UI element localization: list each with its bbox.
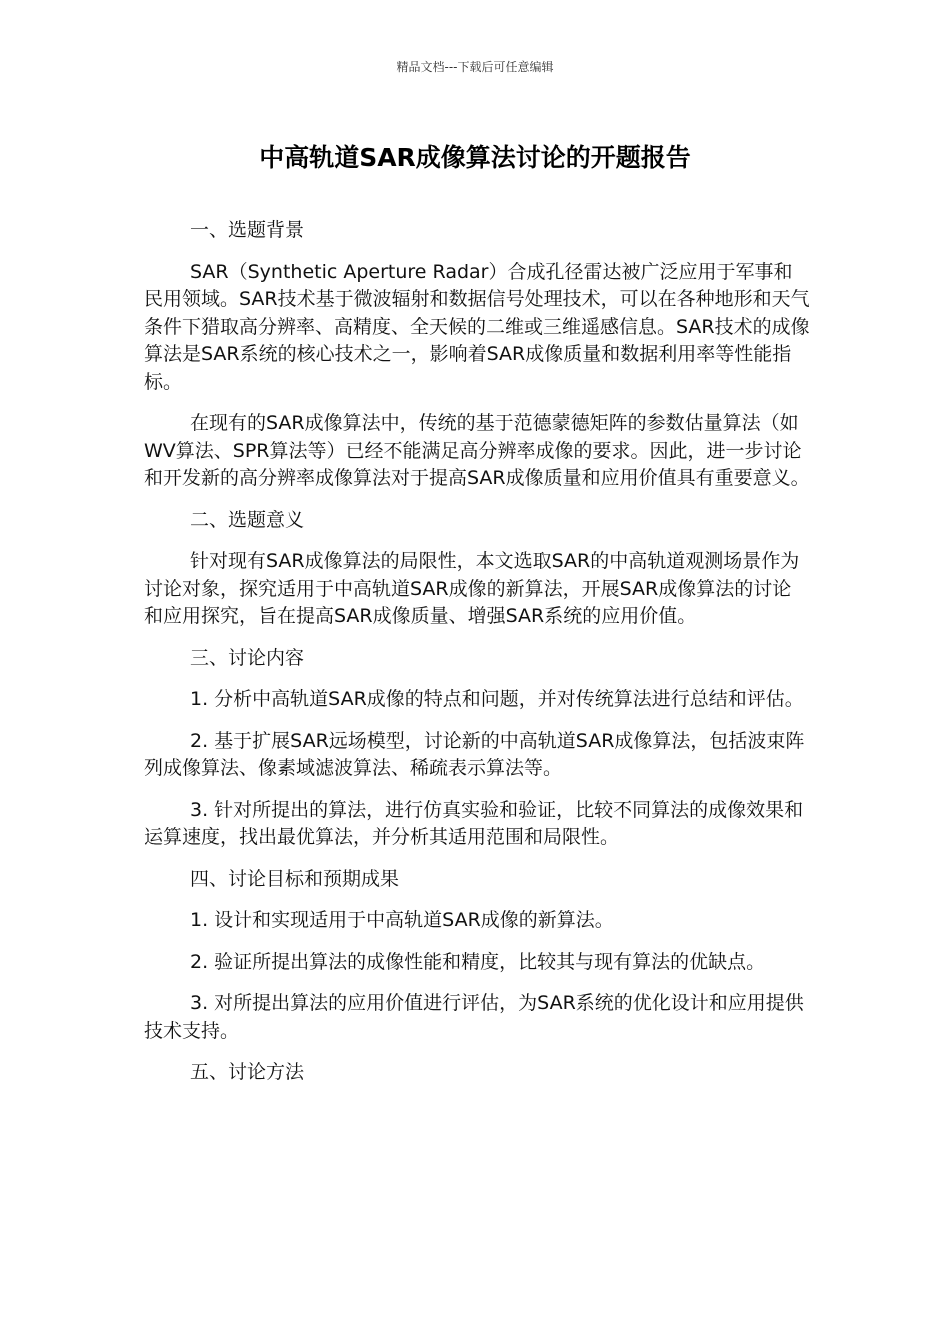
content-item-1: 1. 分析中高轨道SAR成像的特点和问题，并对传统算法进行总结和评估。: [190, 688, 804, 710]
goal-item-3: 3. 对所提出算法的应用价值进行评估，为SAR系统的优化设计和应用提供技术支持。: [144, 992, 804, 1042]
section-heading-methods: 五、讨论方法: [190, 1061, 305, 1083]
document-body: [144, 217, 810, 1101]
content-item-3: 3. 针对所提出的算法，进行仿真实验和验证，比较不同算法的成像效果和运算速度，找出最优算法，并分析其适用范围和局限性。: [144, 798, 804, 848]
page-header-banner: 精品文档---下载后可任意编辑: [396, 60, 554, 74]
section-heading-content: 三、讨论内容: [190, 646, 305, 669]
document-title: 中高轨道SAR成像算法讨论的开题报告: [259, 143, 691, 172]
section-heading-background: 一、选题背景: [190, 219, 305, 241]
goal-item-2: 2. 验证所提出算法的成像性能和精度，比较其与现有算法的优缺点。: [190, 950, 766, 973]
goal-item-1: 1. 设计和实现适用于中高轨道SAR成像的新算法。: [190, 909, 614, 931]
paragraph-significance: 针对现有SAR成像算法的局限性，本文选取SAR的中高轨道观测场景作为讨论对象，探究适用于中高轨道SAR成像的新算法，开展SAR成像算法的讨论和应用探究，旨在提高SAR成像质量、增强SAR系统的应用价值。: [144, 550, 800, 627]
paragraph-existing-algorithms: 在现有的SAR成像算法中，传统的基于范德蒙德矩阵的参数估量算法（如WV算法、SPR算法等）已经不能满足高分辨率成像的要求。因此，进一步讨论和开发新的高分辨率成像算法对于提高SAR成像质量和应用价值具有重要意义。: [144, 412, 810, 489]
section-heading-significance: 二、选题意义: [190, 508, 305, 531]
section-heading-goals: 四、讨论目标和预期成果: [190, 867, 400, 890]
paragraph-sar-intro: SAR（Synthetic Aperture Radar）合成孔径雷达被广泛应用于军事和民用领域。SAR技术基于微波辐射和数据信号处理技术，可以在各种地形和天气条件下猎取高分辨率、高精度、全天候的二维或三维遥感信息。SAR技术的成像算法是SAR系统的核心技术之一，影响着SAR成像质量和数据利用率等性能指标。: [144, 260, 810, 393]
content-item-2: 2. 基于扩展SAR远场模型，讨论新的中高轨道SAR成像算法，包括波束阵列成像算法、像素域滤波算法、稀疏表示算法等。: [144, 729, 805, 779]
